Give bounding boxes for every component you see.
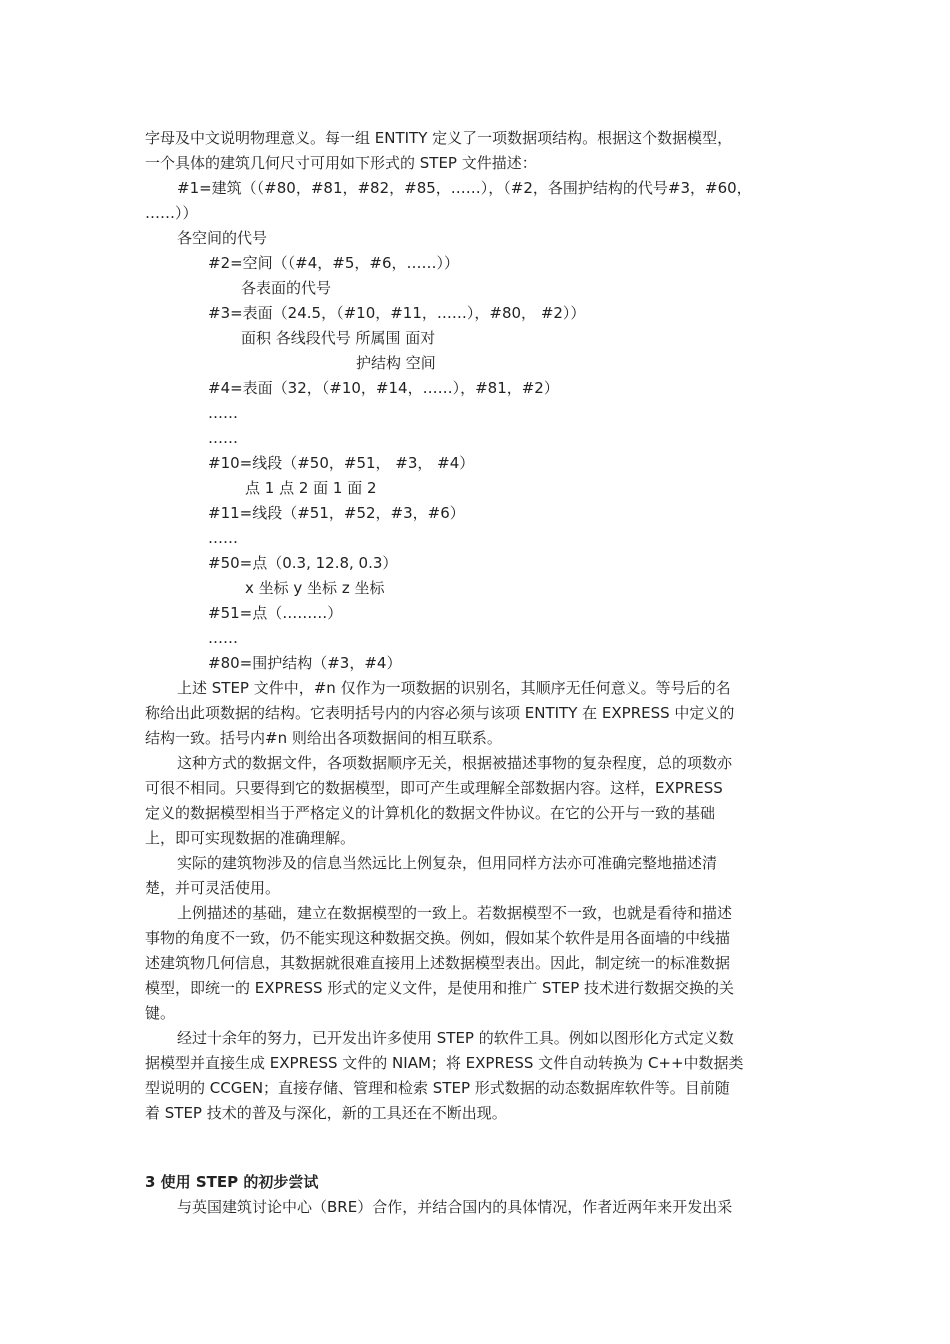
ellipsis-line: …… bbox=[208, 529, 238, 547]
text-line: 模型，即统一的 EXPRESS 形式的定义文件，是使用和推广 STEP 技术进行数据交换的关 bbox=[145, 979, 735, 997]
text-line: 着 STEP 技术的普及与深化，新的工具还在不断出现。 bbox=[145, 1104, 507, 1122]
annotation-line: 各表面的代号 bbox=[241, 279, 332, 297]
text-line: 结构一致。括号内#n 则给出各项数据间的相互联系。 bbox=[145, 729, 502, 747]
text-line: 上，即可实现数据的准确理解。 bbox=[145, 829, 356, 847]
code-line: #51=点（………） bbox=[208, 604, 343, 622]
text-line: 上例描述的基础，建立在数据模型的一致上。若数据模型不一致，也就是看待和描述 bbox=[177, 904, 733, 922]
code-line: #80=围护结构（#3，#4） bbox=[208, 654, 402, 672]
text-line: 字母及中文说明物理意义。每一组 ENTITY 定义了一项数据项结构。根据这个数据模型， bbox=[145, 129, 733, 147]
ellipsis-line: …… bbox=[208, 629, 238, 647]
code-line: #1=建筑（（#80，#81，#82，#85，……），（#2，各围护结构的代号#3，#60， bbox=[177, 179, 752, 197]
annotation-line: 各空间的代号 bbox=[177, 229, 268, 247]
section-heading: 3 使用 STEP 的初步尝试 bbox=[145, 1173, 319, 1191]
text-line: 述建筑物几何信息，其数据就很难直接用上述数据模型表出。因此，制定统一的标准数据 bbox=[145, 954, 731, 972]
code-line: #2=空间（（#4，#5，#6，……）） bbox=[208, 254, 460, 272]
text-line: 据模型并直接生成 EXPRESS 文件的 NIAM；将 EXPRESS 文件自动转换为 C++中数据类 bbox=[145, 1054, 744, 1072]
ellipsis-line: …… bbox=[208, 404, 238, 422]
text-line: 上述 STEP 文件中，#n 仅作为一项数据的识别名，其顺序无任何意义。等号后的名 bbox=[177, 679, 731, 697]
text-line: 事物的角度不一致，仍不能实现这种数据交换。例如，假如某个软件是用各面墙的中线描 bbox=[145, 929, 731, 947]
text-line: 键。 bbox=[145, 1004, 176, 1022]
annotation-line: 护结构 空间 bbox=[356, 354, 436, 372]
code-line: #4=表面（32，（#10，#14，……），#81，#2） bbox=[208, 379, 559, 397]
text-line: 这种方式的数据文件，各项数据顺序无关，根据被描述事物的复杂程度，总的项数亦 bbox=[177, 754, 733, 772]
annotation-line: 面积 各线段代号 所属围 面对 bbox=[241, 329, 436, 347]
text-line: 一个具体的建筑几何尺寸可用如下形式的 STEP 文件描述： bbox=[145, 154, 537, 172]
text-line: 定义的数据模型相当于严格定义的计算机化的数据文件协议。在它的公开与一致的基础 bbox=[145, 804, 716, 822]
text-line: 经过十余年的努力，已开发出许多使用 STEP 的软件工具。例如以图形化方式定义数 bbox=[177, 1029, 734, 1047]
annotation-line: 点 1 点 2 面 1 面 2 bbox=[245, 479, 377, 497]
code-line: ……）） bbox=[145, 204, 198, 222]
code-line: #3=表面（24.5，（#10，#11，……），#80， #2）） bbox=[208, 304, 586, 322]
annotation-line: x 坐标 y 坐标 z 坐标 bbox=[245, 579, 385, 597]
text-line: 实际的建筑物涉及的信息当然远比上例复杂，但用同样方法亦可准确完整地描述清 bbox=[177, 854, 718, 872]
text-line: 称给出此项数据的结构。它表明括号内的内容必须与该项 ENTITY 在 EXPRESS 中定义的 bbox=[145, 704, 735, 722]
text-line: 楚，并可灵活使用。 bbox=[145, 879, 281, 897]
text-line: 型说明的 CCGEN；直接存储、管理和检索 STEP 形式数据的动态数据库软件等。目前随 bbox=[145, 1079, 730, 1097]
text-line: 与英国建筑讨论中心（BRE）合作，并结合国内的具体情况，作者近两年来开发出采 bbox=[177, 1198, 733, 1216]
code-line: #11=线段（#51，#52，#3，#6） bbox=[208, 504, 465, 522]
code-line: #50=点（0.3, 12.8, 0.3） bbox=[208, 554, 398, 572]
ellipsis-line: …… bbox=[208, 429, 238, 447]
text-line: 可很不相同。只要得到它的数据模型，即可产生或理解全部数据内容。这样，EXPRESS bbox=[145, 779, 723, 797]
code-line: #10=线段（#50，#51， #3， #4） bbox=[208, 454, 475, 472]
